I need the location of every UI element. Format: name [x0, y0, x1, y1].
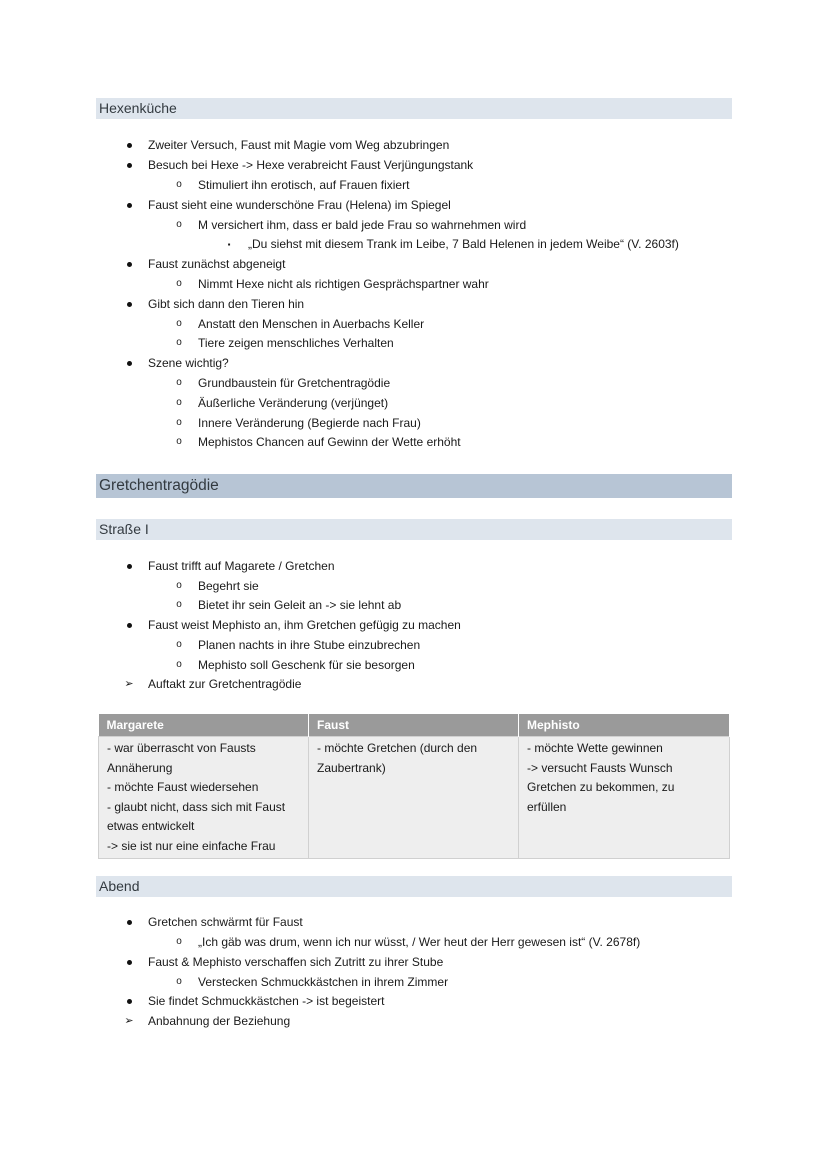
- bullet-icon: [122, 197, 136, 213]
- list-item: [148, 355, 229, 371]
- list-item-text: Innere Veränderung (Begierde nach Frau): [198, 416, 421, 430]
- list-item-text: Bietet ihr sein Geleit an -> sie lehnt ab: [198, 598, 402, 612]
- cell-line: Gretchen zu bekommen, zu: [527, 780, 675, 794]
- list-item-text: Gibt sich dann den Tieren hin: [148, 297, 305, 311]
- list-item-text: M versichert ihm, dass er bald jede Frau so wahrnehmen wird: [198, 218, 527, 232]
- circle-bullet-icon: o: [176, 179, 182, 190]
- cell-line: Annäherung: [107, 760, 173, 775]
- list-item-text: Nimmt Hexe nicht als richtigen Gesprächspartner wahr: [198, 277, 489, 291]
- list-item-text: Äußerliche Veränderung (verjünget): [198, 396, 389, 410]
- list-item-text: Faust zunächst abgeneigt: [148, 257, 286, 271]
- table-header-faust: Faust: [309, 714, 519, 737]
- cell-line: - war überrascht von Fausts: [107, 741, 256, 755]
- cell-line: - möchte Faust wiedersehen: [107, 780, 259, 794]
- list-item: [148, 256, 285, 272]
- table-cell-margarete: [99, 737, 309, 859]
- circle-bullet-icon: o: [176, 337, 182, 348]
- list-item: [124, 1013, 291, 1029]
- list-item: [148, 157, 473, 173]
- list-item: [176, 217, 527, 233]
- bullet-icon: [122, 355, 136, 371]
- list-item-text: Begehrt sie: [198, 579, 259, 593]
- list-item: [176, 276, 489, 292]
- list-item-text: Besuch bei Hexe -> Hexe verabreicht Faust Verjüngungstank: [148, 158, 474, 172]
- bullet-icon: [122, 617, 136, 633]
- arrow-bullet-icon: ➢: [124, 1015, 134, 1027]
- table-row: [99, 737, 730, 859]
- table-cell-faust: [309, 737, 519, 859]
- bullet-icon: [122, 558, 136, 574]
- list-item-text: Stimuliert ihn erotisch, auf Frauen fixiert: [198, 178, 410, 192]
- list-item-text: Gretchen schwärmt für Faust: [148, 915, 303, 929]
- list-item-text: Sie findet Schmuckkästchen -> ist begeistert: [148, 994, 385, 1008]
- list-item-text: Faust weist Mephisto an, ihm Gretchen gefügig zu machen: [148, 618, 461, 632]
- cell-line: - möchte Wette gewinnen: [527, 741, 663, 755]
- list-item: [176, 597, 402, 613]
- list-item: [148, 617, 461, 633]
- list-item-text: Szene wichtig?: [148, 356, 229, 370]
- bullet-icon: [122, 157, 136, 173]
- circle-bullet-icon: o: [176, 397, 182, 408]
- square-bullet-icon: ▪: [227, 240, 231, 249]
- section-heading-hexenkueche: Hexenküche: [96, 98, 732, 119]
- list-item-text: Grundbaustein für Gretchentragödie: [198, 376, 391, 390]
- list-item: [176, 335, 394, 351]
- list-item: [148, 197, 451, 213]
- section-heading-gretchentragoedie: Gretchentragödie: [96, 474, 732, 498]
- list-item: [148, 954, 443, 970]
- section-heading-abend: Abend: [96, 876, 732, 897]
- list-item-text: Mephisto soll Geschenk für sie besorgen: [198, 658, 415, 672]
- list-item-text: Faust & Mephisto verschaffen sich Zutritt zu ihrer Stube: [148, 955, 444, 969]
- list-item: [176, 434, 461, 450]
- list-item: [176, 637, 421, 653]
- table-header-mephisto: Mephisto: [519, 714, 730, 737]
- list-item-text: Zweiter Versuch, Faust mit Magie vom Weg abzubringen: [148, 138, 450, 152]
- circle-bullet-icon: o: [176, 639, 182, 650]
- list-item: [148, 558, 335, 574]
- cell-line: etwas entwickelt: [107, 819, 195, 833]
- list-item-text: „Du siehst mit diesem Trank im Leibe, 7 Bald Helenen in jedem Weibe“ (V. 2603f): [248, 237, 679, 251]
- cell-line: Zaubertrank): [317, 760, 386, 775]
- bullet-icon: [122, 993, 136, 1009]
- list-item: [176, 934, 641, 950]
- list-item: [176, 395, 389, 411]
- list-item: [176, 578, 259, 594]
- circle-bullet-icon: o: [176, 936, 182, 947]
- circle-bullet-icon: o: [176, 436, 182, 447]
- cell-line: -> sie ist nur eine einfache Frau: [107, 838, 276, 853]
- bullet-icon: [122, 914, 136, 930]
- cell-line: - glaubt nicht, dass sich mit Faust: [107, 799, 286, 814]
- list-item-text: Planen nachts in ihre Stube einzubrechen: [198, 638, 421, 652]
- table-header-margarete: Margarete: [99, 714, 309, 737]
- bullet-icon: [122, 954, 136, 970]
- list-item: [148, 296, 304, 312]
- list-item: [176, 177, 410, 193]
- list-item-text: „Ich gäb was drum, wenn ich nur wüsst, / Wer heut der Herr gewesen ist“ (V. 2678f): [198, 935, 641, 949]
- arrow-bullet-icon: ➢: [124, 678, 134, 690]
- cell-line: erfüllen: [527, 799, 567, 814]
- list-item: [148, 914, 303, 930]
- bullet-icon: [122, 296, 136, 312]
- list-item-text: Faust sieht eine wunderschöne Frau (Helena) im Spiegel: [148, 198, 451, 212]
- list-item-text: Tiere zeigen menschliches Verhalten: [198, 336, 394, 350]
- bullet-icon: [122, 256, 136, 272]
- list-item-text: Mephistos Chancen auf Gewinn der Wette erhöht: [198, 435, 461, 449]
- bullet-icon: [122, 137, 136, 153]
- cell-line: -> versucht Fausts Wunsch: [527, 760, 673, 775]
- circle-bullet-icon: o: [176, 659, 182, 670]
- section-heading-strasse: Straße I: [96, 519, 732, 540]
- circle-bullet-icon: o: [176, 417, 182, 428]
- character-table: [98, 714, 730, 859]
- circle-bullet-icon: o: [176, 580, 182, 591]
- list-item: [176, 415, 421, 431]
- list-item: [148, 993, 384, 1009]
- list-item: [227, 236, 679, 252]
- list-item: [148, 137, 449, 153]
- circle-bullet-icon: o: [176, 219, 182, 230]
- cell-line: - möchte Gretchen (durch den: [317, 741, 478, 755]
- list-item: [176, 974, 449, 990]
- circle-bullet-icon: o: [176, 599, 182, 610]
- list-item: [124, 676, 302, 692]
- list-item-text: Anbahnung der Beziehung: [148, 1014, 291, 1028]
- circle-bullet-icon: o: [176, 318, 182, 329]
- list-item-text: Auftakt zur Gretchentragödie: [148, 677, 302, 691]
- list-item-text: Verstecken Schmuckkästchen in ihrem Zimmer: [198, 975, 449, 989]
- circle-bullet-icon: o: [176, 278, 182, 289]
- list-item-text: Faust trifft auf Magarete / Gretchen: [148, 559, 335, 573]
- circle-bullet-icon: o: [176, 377, 182, 388]
- table-header-row: [99, 714, 730, 737]
- table-cell-mephisto: [519, 737, 730, 859]
- list-item: [176, 657, 415, 673]
- list-item-text: Anstatt den Menschen in Auerbachs Keller: [198, 317, 425, 331]
- circle-bullet-icon: o: [176, 976, 182, 987]
- list-item: [176, 375, 391, 391]
- list-item: [176, 316, 425, 332]
